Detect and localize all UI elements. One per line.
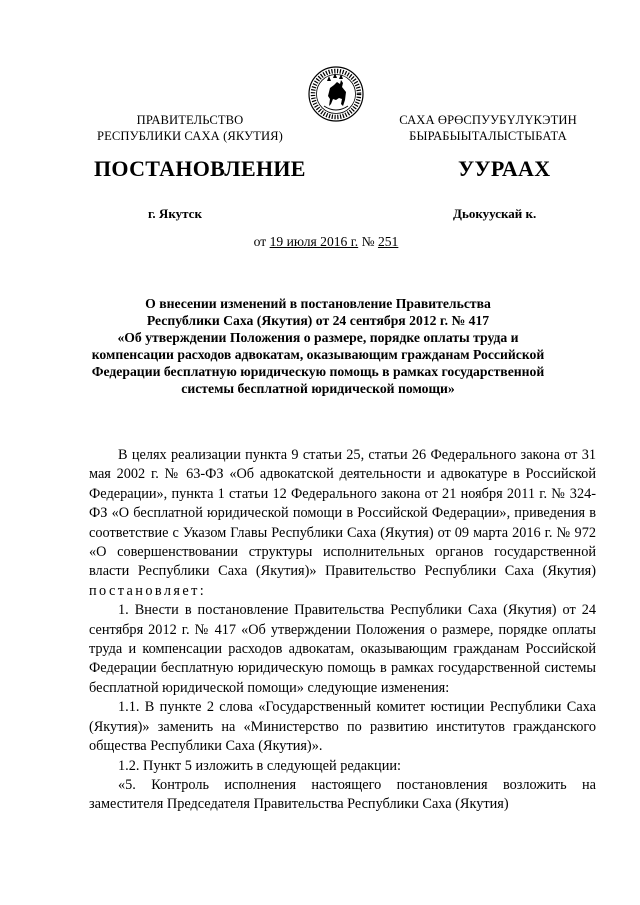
- document-body: [89, 446, 596, 815]
- doctype-ru: ПОСТАНОВЛЕНИЕ: [94, 156, 306, 181]
- government-name-line2: РЕСПУБЛИКИ САХА (ЯКУТИЯ): [97, 129, 283, 143]
- document-number: 251: [377, 234, 399, 249]
- city-ru: г. Якутск: [148, 206, 202, 221]
- government-name-sah-line2: БЫРАБЫЫТАЛЫСТЫБАТА: [409, 129, 567, 143]
- item-5-paragraph: «5. Контроль исполнения настоящего постановления возложить на заместителя Председателя Правительства Республики Саха (Якутия): [89, 776, 596, 813]
- coat-of-arms-emblem-icon: [306, 54, 366, 134]
- government-name-line1: ПРАВИТЕЛЬСТВО: [136, 113, 244, 127]
- resolves-word: постановляет:: [89, 582, 207, 599]
- title-line: Федерации бесплатную юридическую помощь в рамках государственной: [91, 364, 545, 379]
- government-name-ru: [86, 112, 294, 144]
- title-line: О внесении изменений в постановление Правительства: [145, 296, 491, 311]
- date-number-line: [0, 234, 640, 250]
- document-title: [88, 295, 548, 397]
- title-line: Республики Саха (Якутия) от 24 сентября 2012 г. № 417: [146, 313, 490, 328]
- document-date: 19 июля 2016 г.: [269, 234, 359, 249]
- title-line: системы бесплатной юридической помощи»: [181, 381, 455, 396]
- preamble-text: В целях реализации пункта 9 статьи 25, статьи 26 Федерального закона от 31 мая 2002 г. № 63-ФЗ «Об адвокатской деятельности и адвокатуре в Российской Федерации», пункта 1 статьи 12 Федерального закона от 21 ноября 2011 г. № 324-ФЗ «О бесплатной юридической помощи в Российской Федерации», приведения в соответствие с Указом Главы Республики Саха (Якутия) от 09 марта 2016 г. № 972 «О совершенствовании структуры исполнительных органов государственной власти Республики Саха (Якутия)» Правительство Республики Саха (Якутия): [89, 447, 596, 580]
- preamble-paragraph: [89, 446, 596, 601]
- doctype-sah: УУРААХ: [458, 156, 551, 181]
- item-1-paragraph: 1. Внести в постановление Правительства Республики Саха (Якутия) от 24 сентября 2012 г. № 417 «Об утверждении Положения о размере, порядке оплаты труда и компенсации расходов адвокатам, оказывающим гражданам Российской Федерации бесплатную юридическую помощь в рамках государственной системы бесплатной юридической помощи» следующие изменения:: [89, 602, 596, 696]
- number-label: №: [358, 234, 378, 249]
- city-sah: Дьокуускай к.: [453, 206, 537, 221]
- title-line: «Об утверждении Положения о размере, порядке оплаты труда и: [117, 330, 519, 345]
- government-name-sah: [388, 112, 588, 144]
- title-line: компенсации расходов адвокатам, оказывающим гражданам Российской: [91, 347, 545, 362]
- government-name-sah-line1: САХА ӨРӨСПУУБҮЛҮКЭТИН: [399, 113, 577, 127]
- item-1-2-paragraph: 1.2. Пункт 5 изложить в следующей редакции:: [118, 757, 401, 774]
- item-1-1-paragraph: 1.1. В пункте 2 слова «Государственный комитет юстиции Республики Саха (Якутия)» заменить на «Министерство по развитию институтов гражданского общества Республики Саха (Якутия)».: [89, 699, 596, 755]
- date-prefix: от: [253, 234, 270, 249]
